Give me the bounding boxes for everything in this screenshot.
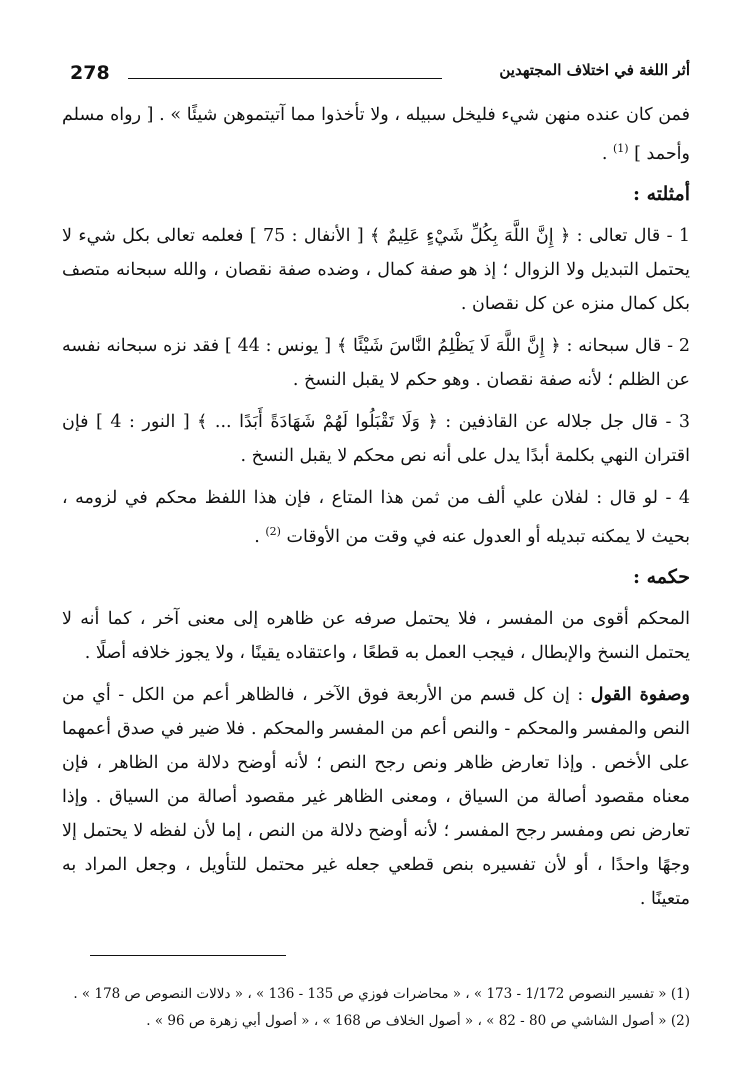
footnote-1 [62,981,690,1008]
example-1-intro: 1 - قال تعالى : [570,225,690,246]
quran-verse-3: ﴿ وَلَا تَقْبَلُوا لَهُمْ شَهَادَةً أَبَدًا ... ﴾ [197,411,438,432]
summary-paragraph [62,678,690,916]
footnote-2-text: « أصول الشاشي ص 80 - 82 » ، « أصول الخلاف ص 168 » ، « أصول أبي زهرة ص 96 » . [146,1013,671,1029]
ruling-heading: حكمه : [632,565,690,588]
page-number: 278 [70,62,110,84]
header-rule [128,78,442,79]
footnote-2 [62,1008,690,1035]
example-1-text: [ الأنفال : 75 ] فعلمه تعالى بكل شيء لا يحتمل التبديل ولا الزوال ؛ إذ هو صفة كمال ، وضده صفة نقصان ، والله سبحانه متصف بكل كمال منزه عن كل نقصان . [62,225,690,314]
quran-verse-2: ﴿ إِنَّ اللَّهَ لَا يَظْلِمُ النَّاسَ شَيْئًا ﴾ [336,335,561,356]
examples-heading: أمثلته : [632,182,690,205]
footnote-ref-2: (2) [265,524,281,538]
intro-text: فمن كان عنده منهن شيء فليخل سبيله ، ولا تأخذوا مما آتيتموهن شيئًا » . [ رواه مسلم وأحمد ] [62,105,690,164]
example-1 [62,219,690,321]
running-title: أثر اللغة في اختلاف المجتهدين [499,61,690,79]
footnote-ref-1: (1) [613,142,629,155]
ruling-paragraph: المحكم أقوى من المفسر ، فلا يحتمل صرفه عن ظاهره إلى معنى آخر ، كما أنه لا يحتمل النسخ والإبطال ، فيجب العمل به قطعًا ، واعتقاده يقينًا ، ولا يجوز خلافه أصلًا . [62,608,690,663]
footnotes [62,981,690,1035]
example-4-text: 4 - لو قال : لفلان علي ألف من ثمن هذا المتاع ، فإن هذا اللفظ محكم في لزومه ، بحيث لا يمكنه تبديله أو العدول عنه في وقت من الأوقات [62,487,690,547]
example-3 [62,405,690,473]
summary-text: : إن كل قسم من الأربعة فوق الآخر ، فالظاهر أعم من الكل - أي من النص والمفسر والمحكم - والنص أعم من المفسر والمحكم . فلا ضير في صدق أعمهما على الأخص . وإذا تعارض ظاهر ونص رجح النص ؛ لأنه أوضح دلالة من الظاهر ، فإن معناه مقصود أصالة من السياق ، ومعنى الظاهر غير مقصود أصالة من السياق . وإذا تعارض نص ومفسر رجح المفسر ؛ لأنه أوضح دلالة من النص ، إما لأن لفظه لا يحتمل إلا وجهًا واحدًا ، أو لأن تفسيره بنص قطعي جعله غير محتمل للتأويل ، وجعل المراد به متعينًا . [62,684,690,909]
footnote-1-number: (1) [670,986,690,1002]
example-2-intro: 2 - قال سبحانه : [560,335,690,356]
example-3-text: [ النور : 4 ] فإن اقتران النهي بكلمة أبدًا يدل على أنه نص محكم لا يقبل النسخ . [62,411,690,466]
example-4-end: . [254,526,266,547]
example-4 [62,481,690,554]
example-2 [62,329,690,397]
footnote-2-number: (2) [670,1013,690,1029]
summary-label: وصفوة القول [590,684,690,705]
quran-verse-1: ﴿ إِنَّ اللَّهَ بِكُلِّ شَيْءٍ عَلِيمٌ ﴾ [370,225,571,246]
example-3-intro: 3 - قال جل جلاله عن القاذفين : [437,411,690,432]
footnote-1-text: « تفسير النصوص 1/172 - 173 » ، « محاضرات فوزي ص 135 - 136 » ، « دلالات النصوص ص 178 » . [73,986,671,1002]
page-header [70,58,690,92]
example-2-text: [ يونس : 44 ] فقد نزه سبحانه نفسه عن الظلم ؛ لأنه صفة نقصان . وهو حكم لا يقبل النسخ . [62,335,690,390]
page-body [62,98,690,916]
intro-paragraph [62,98,690,171]
footnote-separator [90,955,286,956]
intro-end: . [601,143,613,164]
